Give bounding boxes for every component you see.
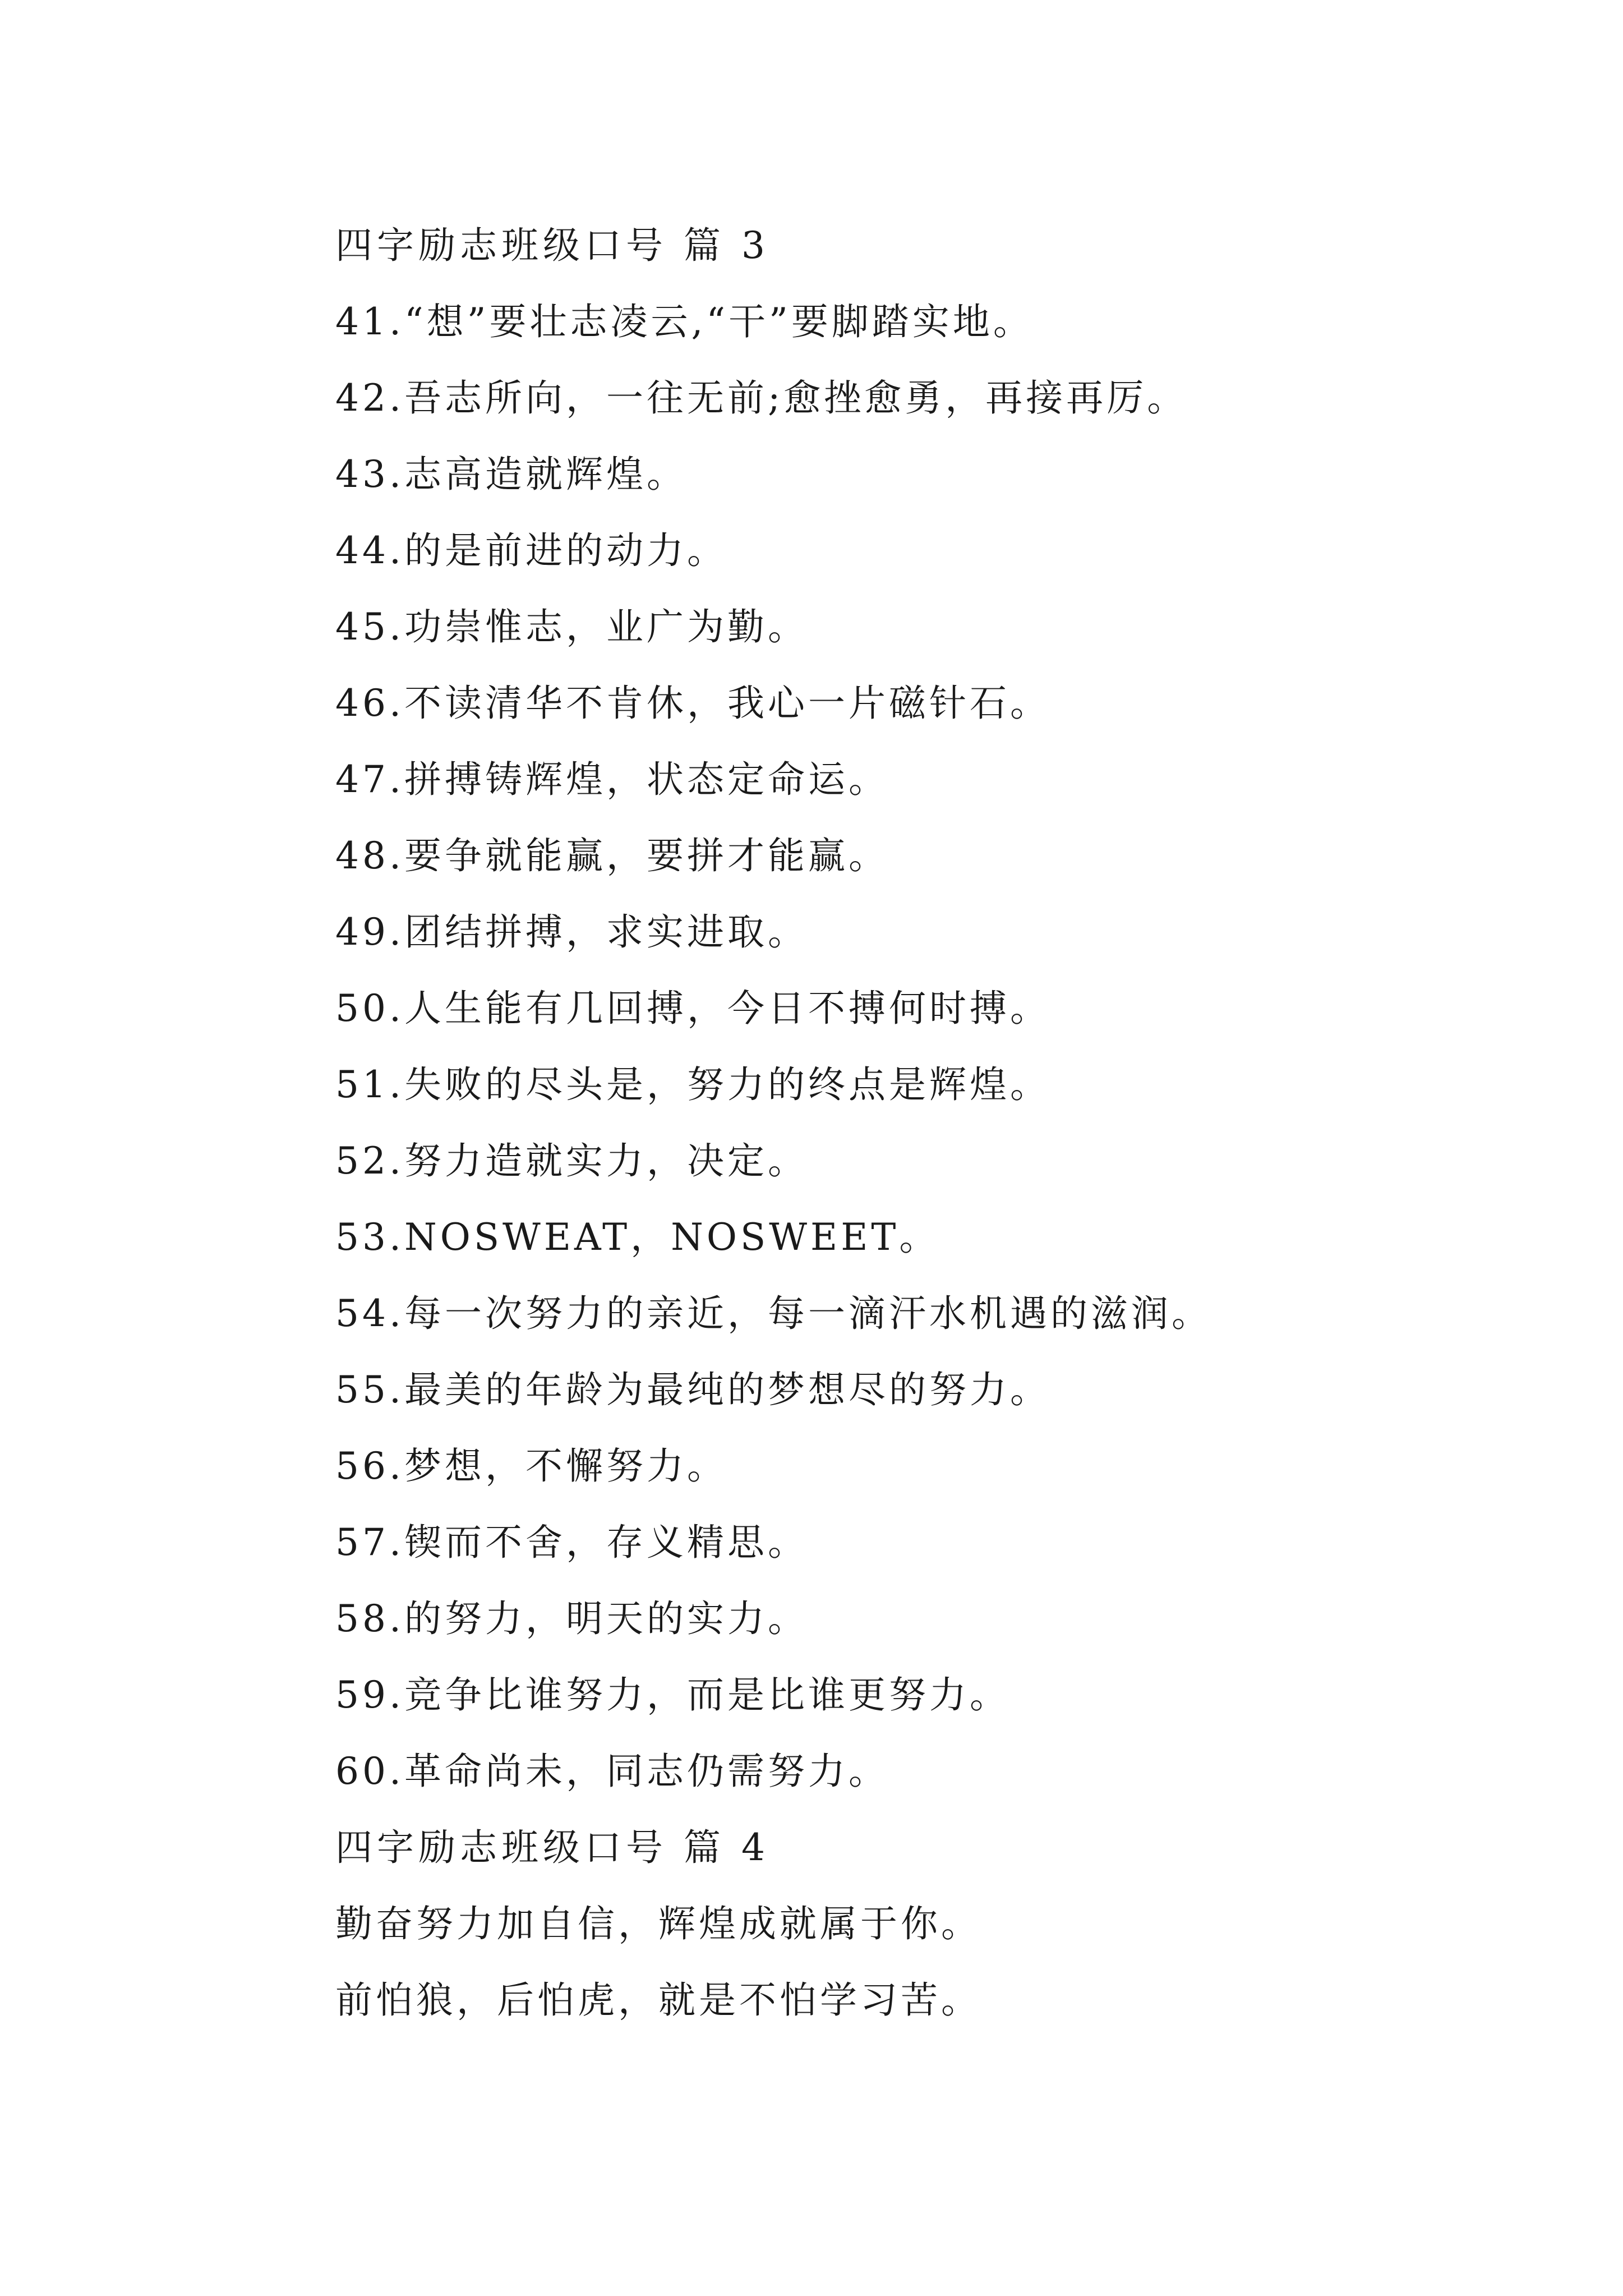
slogan-item: 52.努力造就实力，决定。: [335, 1139, 808, 1182]
section-heading: 四字励志班级口号 篇 4: [335, 1826, 769, 1869]
slogan-item: 勤奋努力加自信，辉煌成就属于你。: [335, 1902, 981, 1945]
document-body: [335, 208, 1569, 2039]
slogan-item: 56.梦想，不懈努力。: [335, 1444, 727, 1488]
section-heading: 四字励志班级口号 篇 3: [335, 224, 769, 267]
slogan-item: 前怕狼，后怕虎，就是不怕学习苦。: [335, 1978, 981, 2022]
slogan-item: 57.锲而不舍，存义精思。: [335, 1521, 808, 1564]
slogan-item: 47.拼搏铸辉煌，状态定命运。: [335, 758, 889, 801]
slogan-item: 45.功崇惟志，业广为勤。: [335, 605, 808, 648]
slogan-item: 41.“想”要壮志凌云,“干”要脚踏实地。: [335, 300, 1034, 343]
slogan-item: 53.NOSWEAT，NOSWEET。: [335, 1216, 940, 1259]
slogan-item: 44.的是前进的动力。: [335, 529, 727, 572]
slogan-item: 55.最美的年龄为最纯的梦想尽的努力。: [335, 1368, 1050, 1411]
slogan-item: 48.要争就能赢，要拼才能赢。: [335, 834, 889, 877]
slogan-item: 42.吾志所向，一往无前;愈挫愈勇，再接再厉。: [335, 376, 1188, 420]
slogan-item: 46.不读清华不肯休，我心一片磁针石。: [335, 682, 1050, 725]
slogan-item: 60.革命尚未，同志仍需努力。: [335, 1750, 889, 1793]
slogan-item: 54.每一次努力的亲近，每一滴汗水机遇的滋润。: [335, 1292, 1212, 1335]
slogan-item: 49.团结拼搏，求实进取。: [335, 910, 808, 954]
slogan-item: 43.志高造就辉煌。: [335, 453, 687, 496]
slogan-item: 58.的努力，明天的实力。: [335, 1597, 808, 1640]
slogan-item: 50.人生能有几回搏，今日不搏何时搏。: [335, 987, 1050, 1030]
slogan-item: 59.竞争比谁努力，而是比谁更努力。: [335, 1673, 1010, 1717]
slogan-item: 51.失败的尽头是，努力的终点是辉煌。: [335, 1063, 1050, 1106]
